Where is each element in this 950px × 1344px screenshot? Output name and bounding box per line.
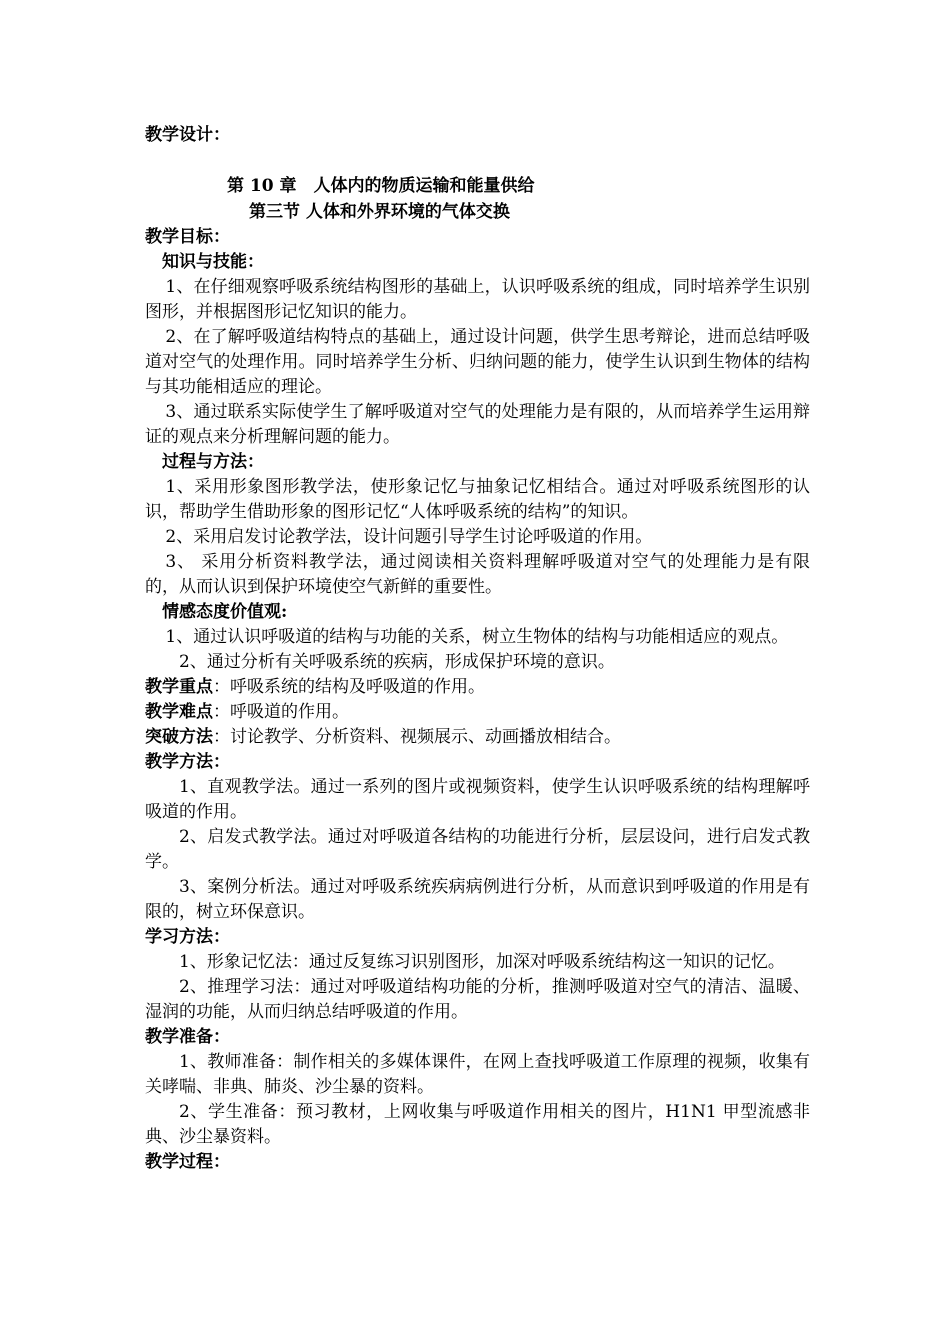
process-heading: 教学过程： (145, 1152, 230, 1172)
process-item-1: 1、采用形象图形教学法，使形象记忆与抽象记忆相结合。通过对呼吸系统图形的认识，帮助学生借助形象的图形记忆“人体呼吸系统的结构”的知识。 (145, 477, 810, 522)
section-title: 第三节 人体和外界环境的气体交换 (249, 202, 510, 222)
process-item-2: 2、采用启发讨论教学法，设计问题引导学生讨论呼吸道的作用。 (165, 527, 653, 547)
breakthrough-text: ：讨论教学、分析资料、视频展示、动画播放相结合。 (213, 727, 621, 747)
difficulty-label: 教学难点 (145, 702, 213, 722)
breakthrough-line (145, 725, 810, 750)
attitude-item-1: 1、通过认识呼吸道的结构与功能的关系，树立生物体的结构与功能相适应的观点。 (165, 627, 789, 647)
knowledge-item-3: 3、通过联系实际使学生了解呼吸道对空气的处理能力是有限的，从而培养学生运用辩证的观点来分析理解问题的能力。 (145, 402, 810, 447)
difficulty-text: ：呼吸道的作用。 (213, 702, 349, 722)
chapter-title: 第 10 章 人体内的物质运输和能量供给 (227, 176, 535, 196)
preparation-item-1: 1、教师准备：制作相关的多媒体课件，在网上查找呼吸道工作原理的视频，收集有关哮喘、非典、肺炎、沙尘暴的资料。 (145, 1052, 810, 1097)
learning-methods-heading: 学习方法： (145, 927, 230, 947)
key-point-label: 教学重点 (145, 677, 213, 697)
breakthrough-label: 突破方法 (145, 727, 213, 747)
learning-method-item-2: 2、推理学习法：通过对呼吸道结构功能的分析，推测呼吸道对空气的清洁、温暖、湿润的功能，从而归纳总结呼吸道的作用。 (145, 977, 810, 1022)
learning-method-item-1: 1、形象记忆法：通过反复练习识别图形，加深对呼吸系统结构这一知识的记忆。 (179, 952, 785, 972)
document-body (145, 225, 810, 1175)
teaching-method-item-2: 2、启发式教学法。通过对呼吸道各结构的功能进行分析，层层设问，进行启发式教学。 (145, 827, 810, 872)
key-point-line (145, 675, 810, 700)
attitude-item-2: 2、通过分析有关呼吸系统的疾病，形成保护环境的意识。 (179, 652, 615, 672)
preparation-item-2: 2、学生准备：预习教材，上网收集与呼吸道作用相关的图片，H1N1 甲型流感非典、沙尘暴资料。 (145, 1102, 810, 1147)
attitude-heading: 情感态度价值观: (162, 602, 288, 622)
knowledge-heading: 知识与技能： (162, 252, 264, 272)
process-item-3: 3、 采用分析资料教学法，通过阅读相关资料理解呼吸道对空气的处理能力是有限的，从而认识到保护环境使空气新鲜的重要性。 (145, 552, 810, 597)
preparation-heading: 教学准备： (145, 1027, 230, 1047)
knowledge-item-1: 1、在仔细观察呼吸系统结构图形的基础上，认识呼吸系统的组成，同时培养学生识别图形，并根据图形记忆知识的能力。 (145, 277, 810, 322)
objectives-heading: 教学目标： (145, 227, 230, 247)
teaching-method-item-3: 3、案例分析法。通过对呼吸系统疾病病例进行分析，从而意识到呼吸道的作用是有限的，树立环保意识。 (145, 877, 810, 922)
teaching-methods-heading: 教学方法： (145, 752, 230, 772)
knowledge-item-2: 2、在了解呼吸道结构特点的基础上，通过设计问题，供学生思考辩论，进而总结呼吸道对空气的处理作用。同时培养学生分析、归纳问题的能力，使学生认识到生物体的结构与其功能相适应的理论。 (145, 327, 810, 397)
key-point-text: ：呼吸系统的结构及呼吸道的作用。 (213, 677, 485, 697)
difficulty-line (145, 700, 810, 725)
design-label: 教学设计： (145, 125, 230, 145)
teaching-method-item-1: 1、直观教学法。通过一系列的图片或视频资料，使学生认识呼吸系统的结构理解呼吸道的作用。 (145, 777, 810, 822)
process-method-heading: 过程与方法： (162, 452, 264, 472)
